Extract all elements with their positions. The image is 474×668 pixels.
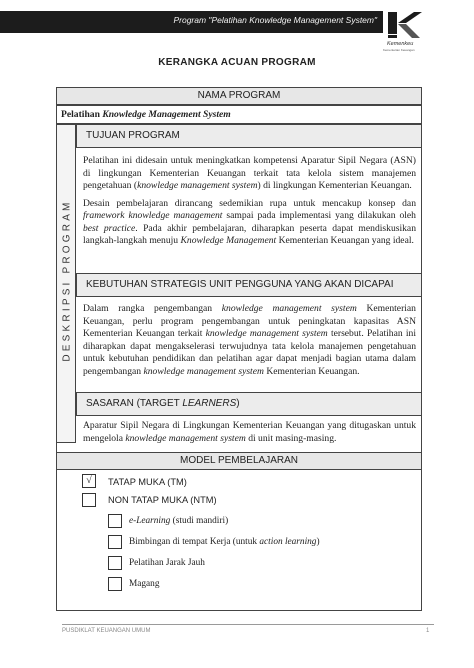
tujuan-heading <box>76 124 422 148</box>
sasaran-paragraph <box>83 420 416 445</box>
tatap-muka-checkbox[interactable] <box>82 474 96 488</box>
tatap-muka-label: TATAP MUKA (TM) <box>108 477 187 487</box>
magang-label: Magang <box>129 579 160 589</box>
text-run-italic: knowledge management system <box>221 303 357 314</box>
tujuan-paragraph-2 <box>83 198 416 248</box>
text-run-italic: framework knowledge management <box>83 210 223 221</box>
logo-subtext: Kementerian Keuangan <box>383 48 415 52</box>
text-run-italic: Knowledge Management <box>180 235 277 246</box>
kebutuhan-heading <box>76 273 422 297</box>
logo-text: Kemenkeu <box>387 41 414 47</box>
text-run-italic: knowledge management system <box>143 365 264 377</box>
jarak-jauh-checkbox[interactable] <box>108 556 122 570</box>
checkmark-icon: √ <box>86 475 92 486</box>
footer-divider <box>62 624 434 625</box>
text-run: . Pada akhir pembelajaran, diharapkan peserta dapat mendiskusikan langkah-langkah menuju <box>83 222 416 246</box>
tujuan-heading-label: TUJUAN PROGRAM <box>86 130 180 141</box>
text-run-italic: action learning <box>259 537 317 547</box>
text-run: di unit masing-masing. <box>245 432 337 444</box>
program-name-prefix: Pelatihan <box>61 109 103 120</box>
nama-program-header <box>56 87 422 105</box>
non-tatap-muka-label: NON TATAP MUKA (NTM) <box>108 495 217 505</box>
page-number: 1 <box>426 628 430 634</box>
text-run: Aparatur Sipil Negara di Lingkungan Kementerian Keuangan yang ditugaskan untuk mengelola <box>83 420 416 444</box>
jarak-jauh-label: Pelatihan Jarak Jauh <box>129 558 205 568</box>
side-label-column <box>56 124 76 443</box>
text-run: ) di lingkungan Kementerian Keuangan. <box>257 180 412 191</box>
text-run: tersebut. Pelatihan ini diharapkan dapat mengakselerasi terwujudnya tata kelola manajemen pengetahuan untuk kebutuhan pendidikan dan pelatihan agar dapat menjadi bagian utama dalam pengembangan <box>83 328 416 377</box>
text-run-italic: knowledge management system <box>205 328 328 339</box>
header-banner <box>0 11 383 33</box>
magang-checkbox[interactable] <box>108 577 122 591</box>
footer-text: PUSDIKLAT KEUANGAN UMUM <box>62 628 151 634</box>
document-title: KERANGKA ACUAN PROGRAM <box>158 57 316 68</box>
text-run: ) <box>316 537 320 547</box>
text-run: Kementerian Keuangan yang ideal. <box>276 235 414 246</box>
sasaran-heading-close: ) <box>236 398 240 409</box>
text-run: sampai pada implementasi yang dilakukan oleh <box>222 210 416 221</box>
text-run: (studi mandiri) <box>170 516 229 526</box>
bimbingan-label <box>129 537 320 547</box>
banner-text: Program "Pelatihan Knowledge Management System" <box>173 15 377 25</box>
text-run: Desain pembelajaran dirancang sedemikian rupa untuk mencakup konsep dan <box>83 197 416 209</box>
text-run-italic: e-Learning <box>129 516 171 526</box>
elearning-checkbox[interactable] <box>108 514 122 528</box>
tujuan-body <box>83 155 416 253</box>
sasaran-heading-italic: LEARNERS <box>182 398 237 409</box>
tujuan-paragraph-1 <box>83 155 416 193</box>
nama-program-header-label: NAMA PROGRAM <box>197 90 281 101</box>
program-name-italic: Knowledge Management System <box>102 109 231 120</box>
sasaran-heading-label: SASARAN (TARGET <box>86 398 183 409</box>
kebutuhan-heading-label: KEBUTUHAN STRATEGIS UNIT PENGGUNA YANG AKAN DICAPAI <box>86 279 394 290</box>
sasaran-body <box>83 420 416 450</box>
bimbingan-checkbox[interactable] <box>108 535 122 549</box>
text-run: Pelatihan ini didesain untuk meningkatkan kompetensi Aparatur Sipil Negara (ASN) di lingkungan Kementerian Keuangan terkait tata kelola sistem manajemen pengetahuan ( <box>83 155 416 191</box>
program-name-row <box>56 105 422 124</box>
text-run-italic: knowledge management system <box>137 180 258 191</box>
text-run: Kementerian Keuangan. <box>263 365 360 377</box>
sasaran-heading <box>76 392 422 416</box>
text-run: Dalam rangka pengembangan <box>83 303 222 314</box>
text-run: Bimbingan di tempat Kerja (untuk <box>129 537 260 547</box>
text-run-italic: knowledge management system <box>125 432 246 444</box>
text-run-italic: best practice <box>83 222 136 234</box>
text-run: Kementerian Keuangan, perlu program pengembangan untuk peningkatan kapasitas ASN Kementerian Keuangan terkait <box>83 303 416 339</box>
elearning-label <box>129 516 228 526</box>
non-tatap-muka-checkbox[interactable] <box>82 493 96 507</box>
model-heading-label: MODEL PEMBELAJARAN <box>180 455 298 466</box>
kebutuhan-paragraph <box>83 303 416 378</box>
kebutuhan-body <box>83 303 416 383</box>
model-heading <box>56 452 422 470</box>
deskripsi-program-label: DESKRIPSI PROGRAM <box>61 199 73 362</box>
